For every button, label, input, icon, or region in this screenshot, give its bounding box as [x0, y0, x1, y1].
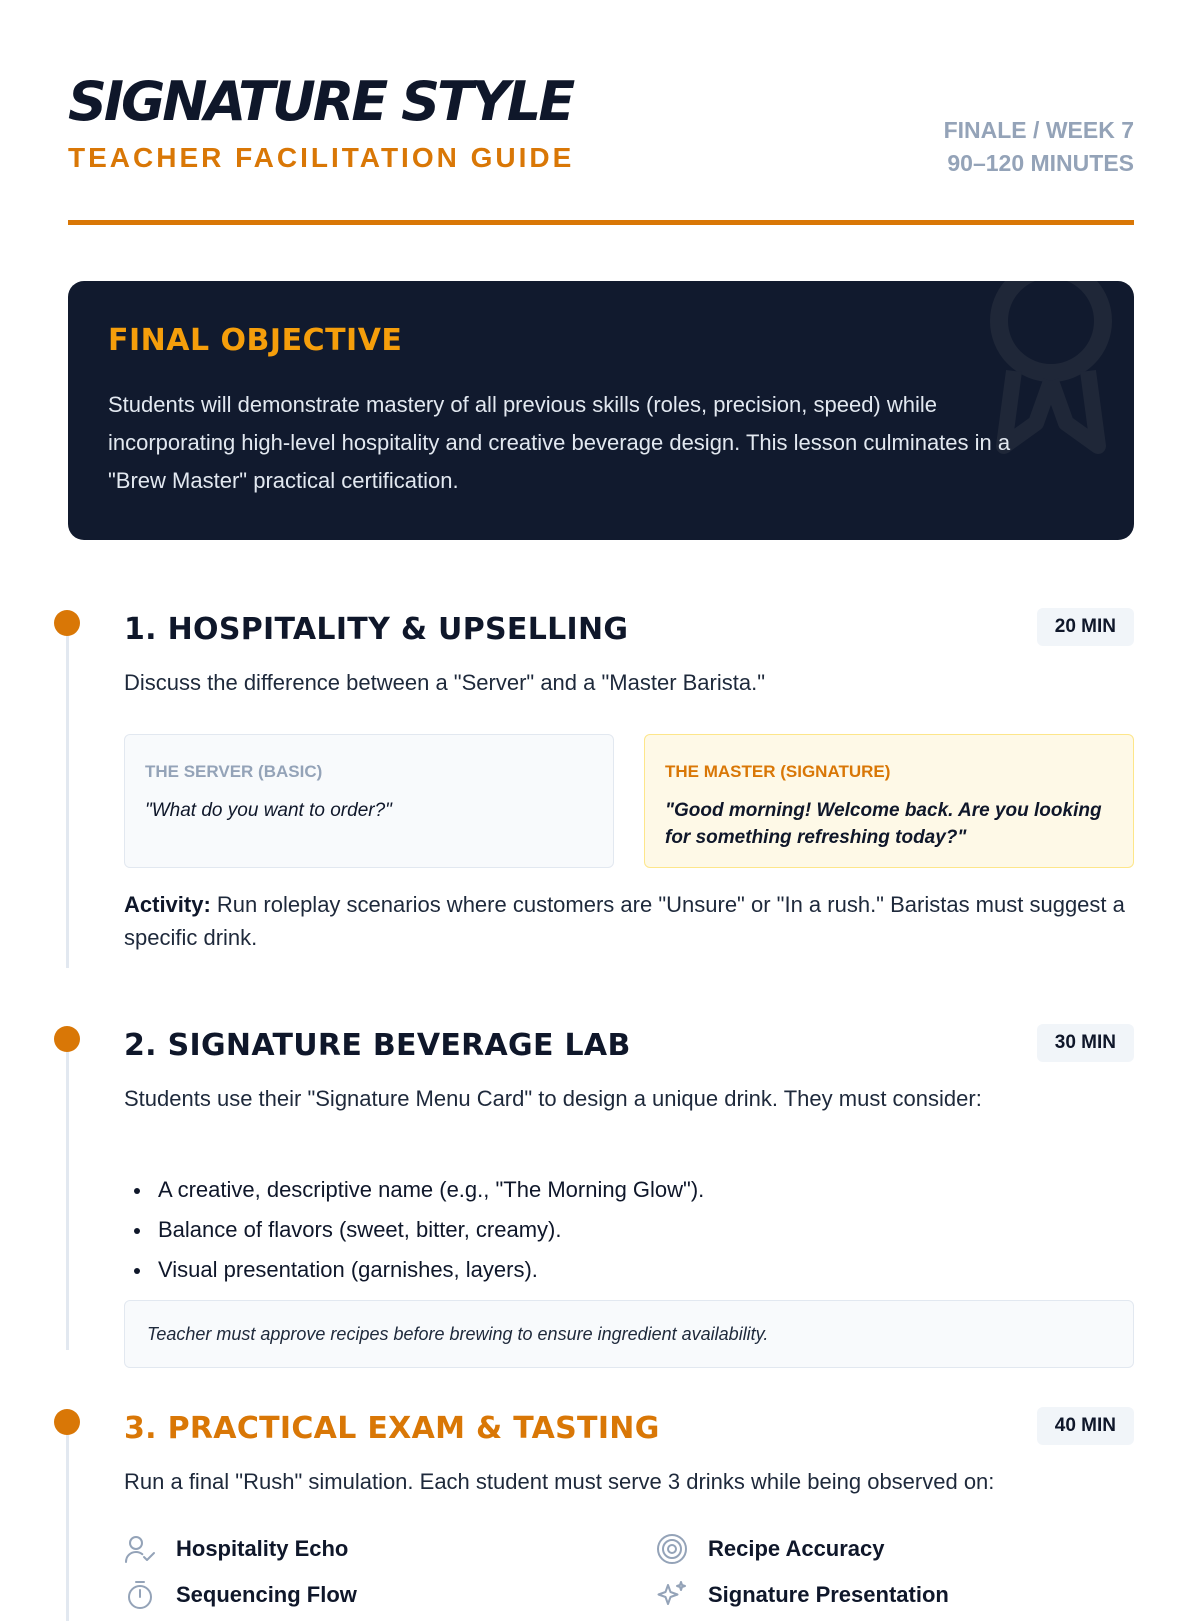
- user-check-icon: [124, 1533, 156, 1565]
- meta-week: FINALE / WEEK 7: [943, 117, 1134, 143]
- section-title: 3. PRACTICAL EXAM & TASTING: [124, 1411, 660, 1446]
- objective-text: Students will demonstrate mastery of all previous skills (roles, precision, speed) while incorporating high-level hospitality and creative beverage design. This lesson culminates in a "Brew Master" practical certification.: [108, 392, 1011, 493]
- server-basic-quote: "What do you want to order?": [145, 800, 392, 821]
- duration-badge: 30 MIN: [1037, 1024, 1134, 1062]
- criterion-label: Sequencing Flow: [176, 1582, 357, 1607]
- criterion-label: Signature Presentation: [708, 1582, 949, 1607]
- guide-page: [68, 0, 1134, 1607]
- timeline-line: [66, 1421, 69, 1621]
- teacher-note: Teacher must approve recipes before brewing to ensure ingredient availability.: [124, 1300, 1134, 1368]
- timeline-line: [66, 622, 69, 968]
- target-icon: [656, 1533, 688, 1565]
- section-intro: Run a final "Rush" simulation. Each student must serve 3 drinks while being observed on:: [124, 1469, 995, 1494]
- master-signature-label: THE MASTER (SIGNATURE): [665, 762, 891, 781]
- criterion-signature-presentation: [656, 1575, 949, 1615]
- sparkle-icon: [656, 1579, 688, 1611]
- page-subtitle: TEACHER FACILITATION GUIDE: [68, 142, 575, 173]
- timeline-dot: [54, 610, 80, 636]
- section-hospitality: [68, 612, 1134, 952]
- list-item: A creative, descriptive name (e.g., "The Morning Glow").: [124, 1170, 1124, 1210]
- section-intro: Discuss the difference between a "Server" and a "Master Barista.": [124, 670, 766, 695]
- lesson-meta: [944, 114, 1134, 180]
- page-header: [68, 70, 1134, 230]
- section-intro: Students use their "Signature Menu Card" to design a unique drink. They must consider:: [124, 1086, 982, 1111]
- section-beverage-lab: [68, 1028, 1134, 1368]
- list-item: Visual presentation (garnishes, layers).: [124, 1250, 1124, 1290]
- master-signature-quote: "Good morning! Welcome back. Are you looking for something refreshing today?": [665, 800, 1102, 848]
- timer-icon: [124, 1579, 156, 1611]
- design-criteria-list: [124, 1170, 1124, 1290]
- criterion-sequencing-flow: [124, 1575, 357, 1615]
- header-divider: [68, 220, 1134, 225]
- section-practical-exam: [68, 1411, 1134, 1611]
- criterion-label: Recipe Accuracy: [708, 1536, 885, 1561]
- objective-card: [68, 281, 1134, 540]
- activity-text: [124, 888, 1134, 954]
- list-item: Balance of flavors (sweet, bitter, creamy).: [124, 1210, 1124, 1250]
- activity-label: Activity:: [124, 892, 211, 917]
- meta-duration: 90–120 MINUTES: [947, 150, 1134, 176]
- page-title: SIGNATURE STYLE: [68, 70, 573, 133]
- section-title: 2. SIGNATURE BEVERAGE LAB: [124, 1028, 631, 1063]
- criterion-recipe-accuracy: [656, 1529, 885, 1569]
- master-signature-card: [644, 734, 1134, 868]
- section-title: 1. HOSPITALITY & UPSELLING: [124, 612, 629, 647]
- activity-description: Run roleplay scenarios where customers are "Unsure" or "In a rush." Baristas must suggest a specific drink.: [124, 892, 1125, 950]
- timeline-dot: [54, 1409, 80, 1435]
- criterion-hospitality-echo: [124, 1529, 348, 1569]
- server-basic-label: THE SERVER (BASIC): [145, 762, 323, 781]
- timeline-line: [66, 1038, 69, 1350]
- server-basic-card: [124, 734, 614, 868]
- timeline-dot: [54, 1026, 80, 1052]
- objective-title: FINAL OBJECTIVE: [108, 323, 403, 358]
- duration-badge: 20 MIN: [1037, 608, 1134, 646]
- duration-badge: 40 MIN: [1037, 1407, 1134, 1445]
- criterion-label: Hospitality Echo: [176, 1536, 349, 1561]
